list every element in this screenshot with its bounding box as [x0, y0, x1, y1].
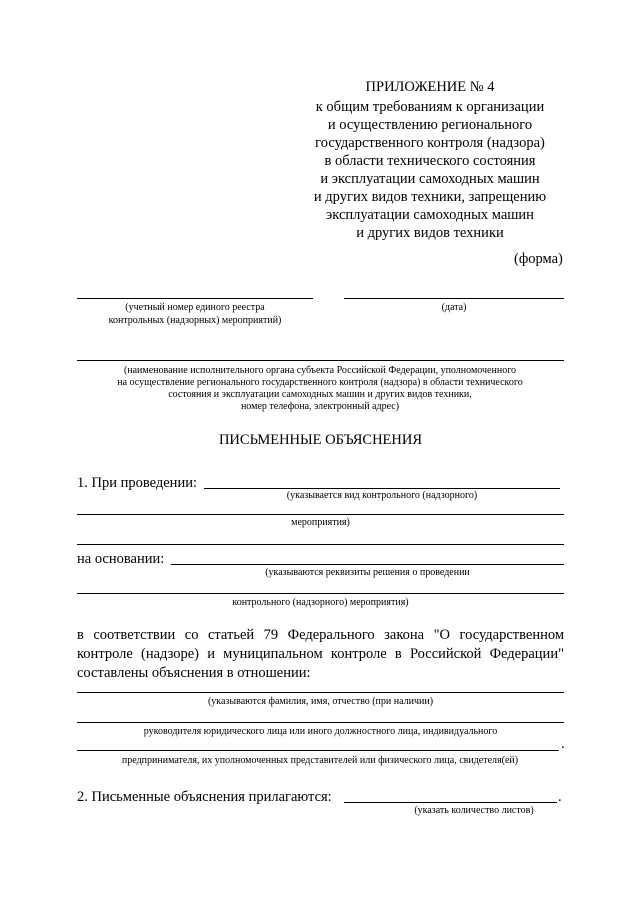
executive-organ-field[interactable]	[77, 360, 564, 361]
registry-caption: (учетный номер единого реестра	[125, 302, 265, 313]
basis-caption: контрольного (надзорного) мероприятия)	[232, 597, 409, 608]
date-caption: (дата)	[441, 302, 467, 313]
appendix-line: и других видов техники, запрещению	[313, 189, 547, 205]
sheets-end-dot: .	[558, 789, 562, 805]
appendix-title: ПРИЛОЖЕНИЕ № 4	[365, 79, 495, 95]
form-label: (форма)	[514, 251, 563, 267]
event-caption: (указывается вид контрольного (надзорного)	[286, 490, 478, 501]
event-type-field[interactable]	[204, 488, 560, 489]
basis-field[interactable]	[171, 564, 564, 565]
appendix-line: в области технического состояния	[324, 153, 536, 169]
appendix-line: и осуществлению регионального	[327, 117, 533, 133]
person-role-field[interactable]	[77, 722, 564, 723]
person-end-dot: .	[561, 736, 565, 752]
person-caption: (указываются фамилия, имя, отчество (при наличии)	[207, 696, 434, 707]
legal-basis-paragraph: в соответствии со статьей 79 Федерального закона "О государственном контроле (надзоре) и муниципальном контроле в Российской Федерации" составлены объяснения в отношении:	[77, 627, 564, 682]
appendix-line: и других видов техники	[356, 225, 504, 241]
organ-caption: номер телефона, электронный адрес)	[240, 401, 400, 412]
organ-caption: на осуществление регионального государственного контроля (надзора) в области технического	[117, 377, 523, 388]
appendix-line: и эксплуатации самоходных машин	[320, 171, 540, 187]
appendix-line: эксплуатации самоходных машин	[326, 207, 534, 223]
event-extra-line[interactable]	[77, 544, 564, 545]
document-title: ПИСЬМЕННЫЕ ОБЪЯСНЕНИЯ	[218, 432, 423, 448]
date-field[interactable]	[344, 298, 564, 299]
basis-caption: (указываются реквизиты решения о проведении	[265, 567, 470, 578]
appendix-line: к общим требованиям к организации	[315, 99, 545, 115]
person-caption: предпринимателя, их уполномоченных представителей или физического лица, свидетеля(ей)	[121, 755, 519, 766]
sheets-count-field[interactable]	[344, 802, 557, 803]
person-caption: руководителя юридического лица или иного должностного лица, индивидуального	[143, 726, 498, 737]
basis-lead: на основании:	[77, 551, 165, 567]
person-name-field[interactable]	[77, 692, 564, 693]
organ-caption: состояния и эксплуатации самоходных машин и других видов техники,	[168, 389, 472, 400]
registry-number-field[interactable]	[77, 298, 313, 299]
event-caption: мероприятия)	[291, 517, 350, 528]
sheets-caption: (указать количество листов)	[414, 805, 534, 816]
section1-lead: 1. При проведении:	[77, 475, 197, 491]
registry-caption: контрольных (надзорных) мероприятий)	[108, 315, 282, 326]
person-extra-field[interactable]	[77, 750, 559, 751]
appendix-line: государственного контроля (надзора)	[315, 135, 545, 151]
event-type-field-continued[interactable]	[77, 514, 564, 515]
basis-field-continued[interactable]	[77, 593, 564, 594]
organ-caption: (наименование исполнительного органа субъекта Российской Федерации, уполномоченного	[123, 365, 517, 376]
section2-lead: 2. Письменные объяснения прилагаются:	[77, 789, 332, 805]
